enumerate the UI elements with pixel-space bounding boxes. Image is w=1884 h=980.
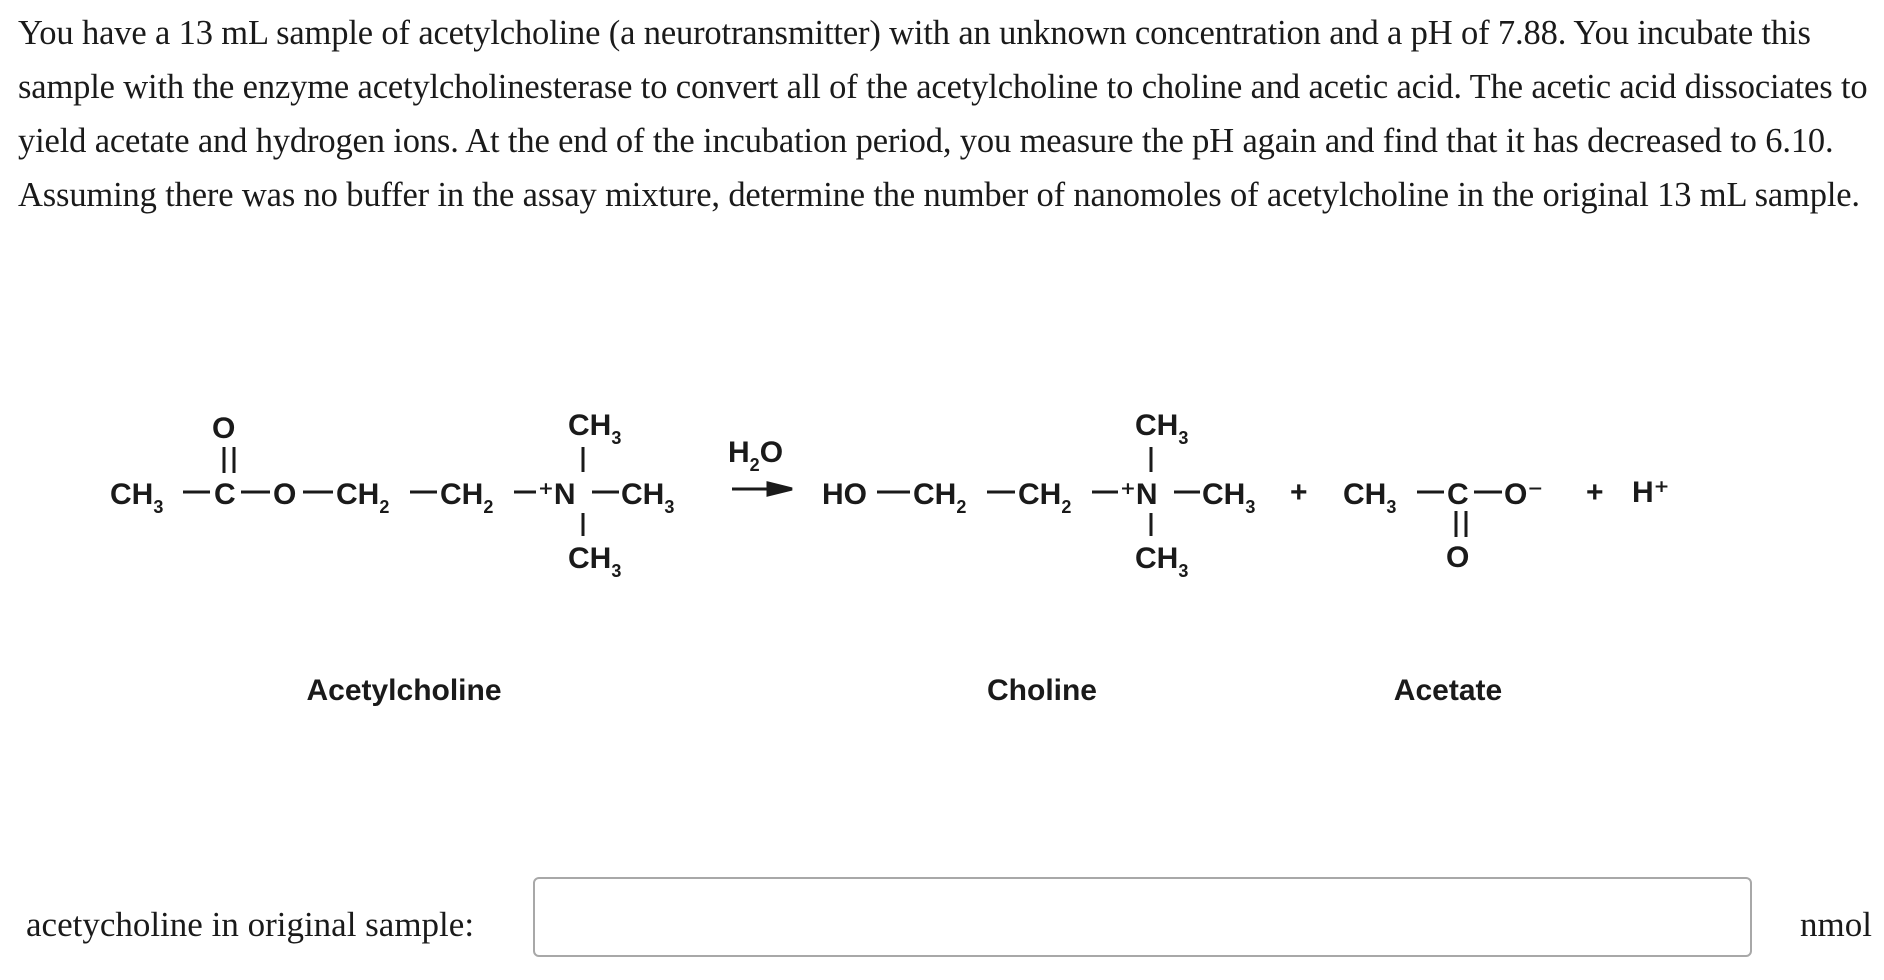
plus-sign-1: + bbox=[1290, 476, 1308, 509]
answer-input[interactable] bbox=[533, 877, 1752, 957]
reaction-arrow bbox=[728, 436, 792, 495]
choline-structure bbox=[822, 409, 1255, 581]
reaction-diagram bbox=[0, 380, 1884, 720]
n-methyl-top: $CH_3$ bbox=[568, 409, 622, 448]
methyl-group: $CH_3$ bbox=[110, 478, 164, 517]
water-reagent: $H_2O$ bbox=[728, 436, 784, 475]
choline-nitrogen: ⁺N bbox=[1120, 478, 1158, 511]
question-text: You have a 13 mL sample of acetylcholine (a neurotransmitter) with an unknown concentration and a pH of 7.88. You incubate this sample with the enzyme acetylcholinesterase to convert all of the acetylcholine to choline and acetic acid. The acetic acid dissociates to yield acetate and hydrogen ions. At the end of the incubation period, you measure the pH again and find that it has decreased to 6.10. Assuming there was no buffer in the assay mixture, determine the number of nanomoles of acetylcholine in the original 13 mL sample. bbox=[18, 14, 1868, 214]
acetate-carbon: C bbox=[1447, 478, 1469, 511]
methylene-2: $CH_2$ bbox=[440, 478, 494, 517]
hydrogen-ion: H⁺ bbox=[1632, 476, 1670, 509]
acetate-structure bbox=[1343, 478, 1543, 574]
carbonyl-oxygen: O bbox=[212, 412, 236, 445]
choline-n-methyl-bottom: $CH_3$ bbox=[1135, 542, 1189, 581]
quaternary-nitrogen: ⁺N bbox=[538, 478, 576, 511]
n-methyl-bottom: $CH_3$ bbox=[568, 542, 622, 581]
acetate-methyl: $CH_3$ bbox=[1343, 478, 1397, 517]
acetate-oxygen-minus: O⁻ bbox=[1504, 478, 1544, 511]
plus-sign-2: + bbox=[1586, 476, 1604, 509]
acetylcholine-label: Acetylcholine bbox=[306, 674, 502, 707]
hydroxyl-group: HO bbox=[822, 478, 867, 511]
acetate-carbonyl-oxygen: O bbox=[1446, 541, 1470, 574]
carbonyl-carbon: C bbox=[214, 478, 236, 511]
acetylcholine-structure bbox=[110, 409, 674, 581]
choline-label: Choline bbox=[987, 674, 1097, 707]
choline-n-methyl-top: $CH_3$ bbox=[1135, 409, 1189, 448]
choline-methylene-1: $CH_2$ bbox=[913, 478, 967, 517]
choline-n-methyl-right: $CH_3$ bbox=[1202, 478, 1256, 517]
n-methyl-right: $CH_3$ bbox=[621, 478, 675, 517]
answer-label: acetycholine in original sample: bbox=[26, 905, 475, 944]
unit-label: nmol bbox=[1800, 905, 1872, 944]
choline-methylene-2: $CH_2$ bbox=[1018, 478, 1072, 517]
methylene-1: $CH_2$ bbox=[336, 478, 390, 517]
acetate-label: Acetate bbox=[1393, 674, 1503, 707]
ester-oxygen: O bbox=[273, 478, 297, 511]
arrow-head bbox=[768, 483, 792, 495]
